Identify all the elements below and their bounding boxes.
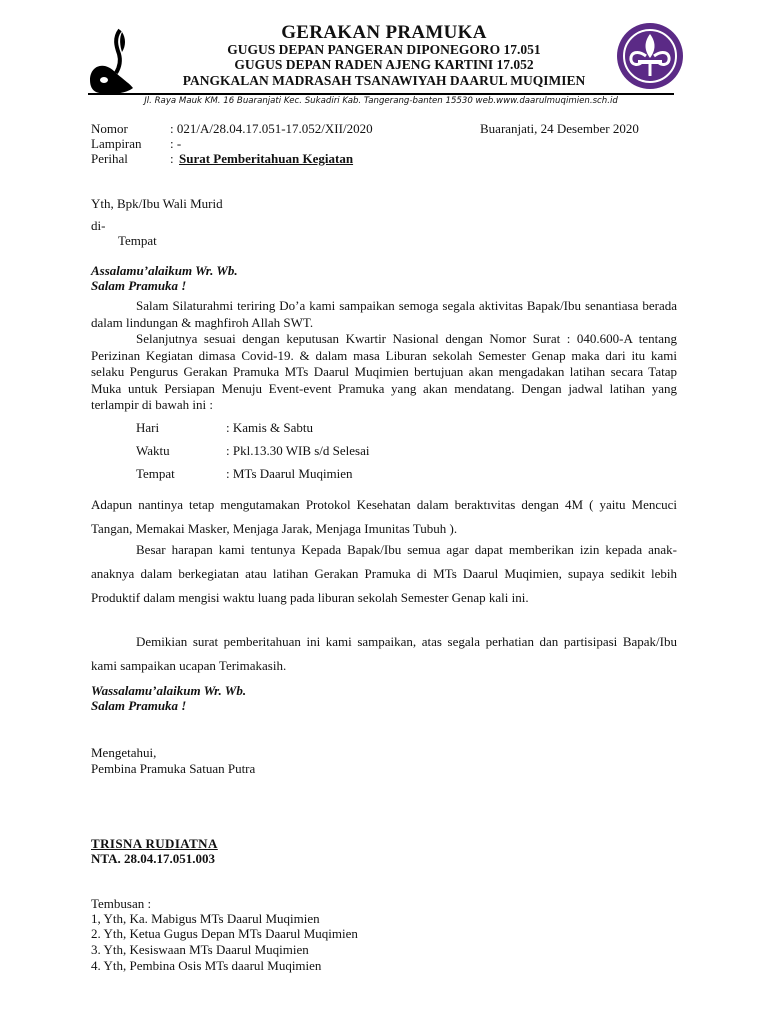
opening-salam: Salam Pramuka ! [91, 278, 187, 293]
letterhead-line-3: PANGKALAN MADRASAH TSANAWIYAH DAARUL MUQIMIEN [182, 73, 586, 88]
schedule-waktu-label: Waktu [136, 443, 170, 458]
letterhead-line-2: GUGUS DEPAN RADEN AJENG KARTINI 17.052 [234, 57, 534, 72]
paragraph-1: Salam Silaturahmi teriring Do’a kami sampaikan semoga segala aktivitas Bapak/Ibu senantiasa berada dalam lindungan & maghfiroh Allah SWT. [91, 298, 677, 330]
place-date: Buaranjati, 24 Desember 2020 [480, 121, 639, 136]
lampiran-value: : - [170, 136, 182, 151]
schedule-tempat-label: Tempat [136, 466, 175, 481]
tembusan-item: 3. Yth, Kesiswaan MTs Daarul Muqimien [91, 942, 309, 957]
perihal-label: Perihal [91, 151, 128, 166]
recipient-di: di- [91, 218, 106, 233]
letterhead-address: Jl. Raya Mauk KM. 16 Buaranjati Kec. Sukadiri Kab. Tangerang-banten 15530 web.www.daarulmuqimien.sch.id [144, 96, 618, 106]
recipient-tempat: Tempat [118, 233, 157, 248]
letterhead-divider [88, 93, 674, 95]
signatory-title: Pembina Pramuka Satuan Putra [91, 761, 256, 776]
paragraph-2: Selanjutnya sesuai dengan keputusan Kwartir Nasional dengan Nomor Surat : 040.600-A tentang Perizinan Kegiatan dimasa Covid-19. & dalam masa Liburan sekolah Semester Genap maka dari itu kami selaku Pengurus Gerakan Pramuka MTs Daarul Muqimien bertujuan akan mengadakan latihan secara Tatap Muka untuk Persiapan Menuju Event-event Pramuka yang akan mendatang. Dengan jadwal latihan yang terlampir di bawah ini : [91, 331, 677, 412]
letterhead-title: GERAKAN PRAMUKA [281, 22, 487, 43]
opening-greeting: Assalamu’alaikum Wr. Wb. [91, 263, 238, 278]
tembusan-item: 4. Yth, Pembina Osis MTs daarul Muqimien [91, 958, 322, 973]
schedule-hari-value: : Kamis & Sabtu [226, 420, 314, 435]
schedule-hari-label: Hari [136, 420, 160, 435]
schedule-tempat-value: : MTs Daarul Muqimien [226, 466, 353, 481]
tembusan-title: Tembusan : [91, 896, 152, 911]
paragraph-3: Adapun nantinya tetap mengutamakan Protokol Kesehatan dalam beraktıvitas dengan 4M ( yaitu Mencuci Tangan, Memakai Masker, Menjaga Jarak, Menjaga Imunitas Tubuh ). [91, 497, 677, 536]
letterhead-line-1: GUGUS DEPAN PANGERAN DIPONEGORO 17.051 [227, 42, 541, 57]
lampiran-label: Lampiran [91, 136, 142, 151]
closing-greeting: Wassalamu’alaikum Wr. Wb. [91, 683, 247, 698]
paragraph-5: Demikian surat pemberitahuan ini kami sampaikan, atas segala perhatian dan partisipasi Bapak/Ibu kami sampaikan ucapan Terimakasih. [91, 634, 677, 673]
signatory-nta: NTA. 28.04.17.051.003 [91, 851, 215, 866]
nomor-label: Nomor [91, 121, 128, 136]
perihal-colon: : [170, 151, 174, 166]
nomor-value: : 021/A/28.04.17.051-17.052/XII/2020 [170, 121, 373, 136]
tembusan-item: 2. Yth, Ketua Gugus Depan MTs Daarul Muqimien [91, 926, 358, 941]
perihal-value: Surat Pemberitahuan Kegiatan [179, 151, 354, 166]
paragraph-4: Besar harapan kami tentunya Kepada Bapak/Ibu semua agar dapat memberikan izin kepada anak-anaknya dalam berkegiatan atau latihan Gerakan Pramuka di MTs Daarul Muqimien, supaya sedikit lebih Produktif dalam mengisi waktu luang pada liburan sekolah Semester Genap kali ini. [91, 542, 677, 605]
mengetahui: Mengetahui, [91, 745, 157, 760]
tembusan-item: 1, Yth, Ka. Mabigus MTs Daarul Muqimien [91, 911, 320, 926]
signatory-name: TRISNA RUDIATNA [91, 836, 218, 851]
closing-salam: Salam Pramuka ! [91, 698, 187, 713]
recipient-line: Yth, Bpk/Ibu Wali Murid [91, 196, 223, 211]
schedule-waktu-value: : Pkl.13.30 WIB s/d Selesai [226, 443, 370, 458]
